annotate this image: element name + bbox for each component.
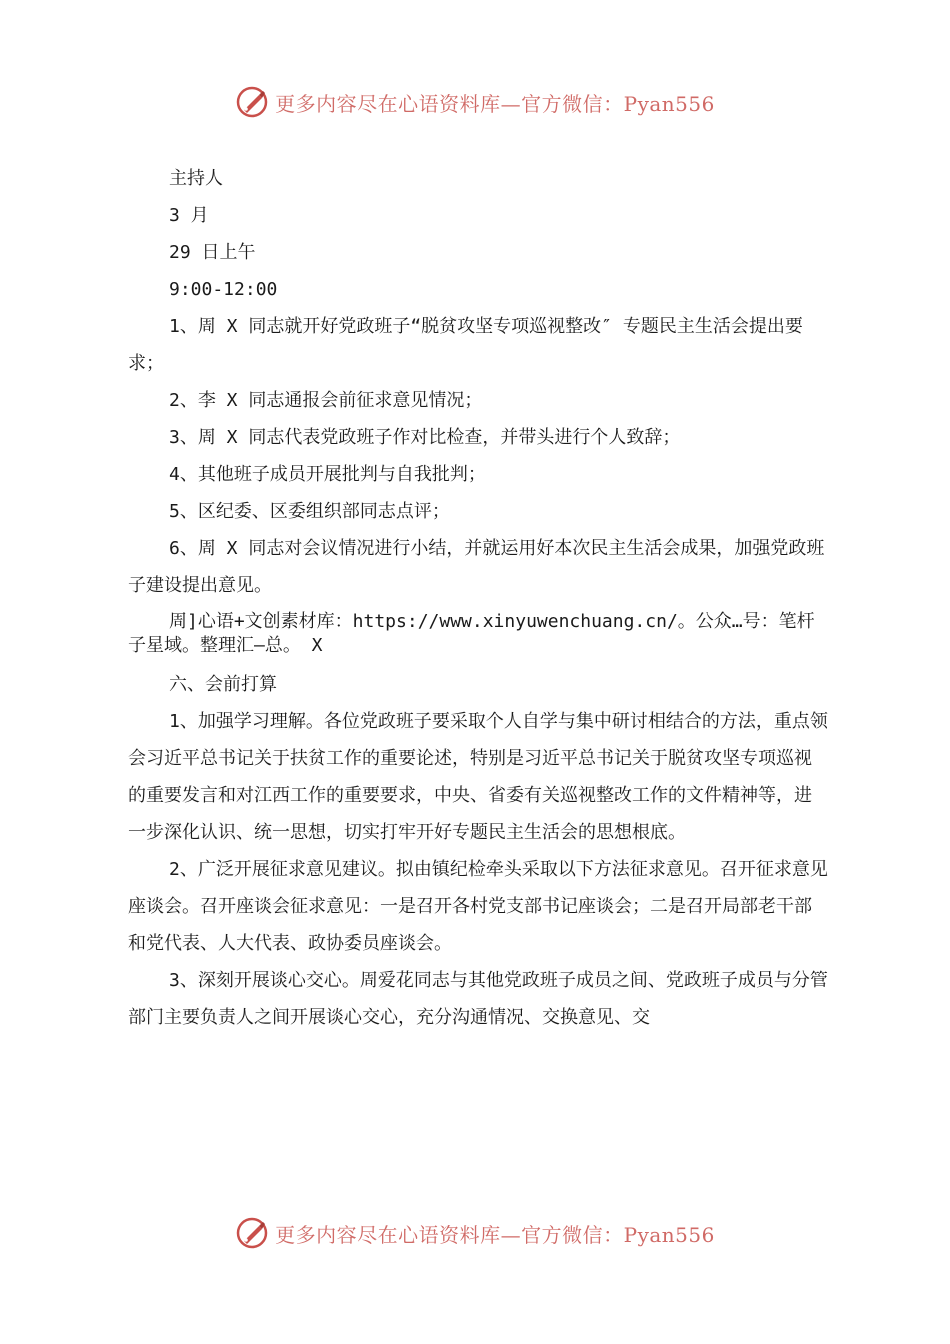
footer-watermark-text: 更多内容尽在心语资料库—官方微信：Pyan556 <box>275 1222 715 1247</box>
source-note: 周]心语+文创素材库：https://www.xinyuwenchuang.cn/。公众…号：笔杆子星域。整理汇—总。 X <box>128 611 815 656</box>
footer-watermark <box>0 1213 950 1253</box>
paragraph: 9:00-12:00 <box>169 279 278 300</box>
paragraph: 29 日上午 <box>169 242 256 263</box>
paragraph: 3、深刻开展谈心交心。周爱花同志与其他党政班子成员之间、党政班子成员与分管部门主要负责人之间开展谈心交心，充分沟通情况、交换意见、交 <box>128 970 828 1028</box>
paragraph: 1、加强学习理解。各位党政班子要采取个人自学与集中研讨相结合的方法，重点领会习近平总书记关于扶贫工作的重要论述，特别是习近平总书记关于脱贫攻坚专项巡视的重要发言和对江西工作的重要要求，中央、省委有关巡视整改工作的文件精神等，进一步深化认识、统一思想，切实打牢开好专题民主生活会的思想根底。 <box>128 711 828 843</box>
header-watermark <box>0 82 950 122</box>
paragraph: 2、李 X 同志通报会前征求意见情况； <box>169 390 483 411</box>
paragraph: 6、周 X 同志对会议情况进行小结，并就运用好本次民主生活会成果，加强党政班子建设提出意见。 <box>128 538 825 596</box>
header-watermark-text: 更多内容尽在心语资料库—官方微信：Pyan556 <box>275 91 715 116</box>
paragraph: 3 月 <box>169 205 209 226</box>
paragraph: 2、广泛开展征求意见建议。拟由镇纪检牵头采取以下方法征求意见。召开征求意见座谈会。召开座谈会征求意见：一是召开各村党支部书记座谈会；二是召开局部老干部和党代表、人大代表、政协委员座谈会。 <box>128 859 828 954</box>
paragraph: 1、周 X 同志就开好党政班子“脱贫攻坚专项巡视整改″ 专题民主生活会提出要求； <box>128 316 803 374</box>
pen-logo-icon <box>235 1216 269 1250</box>
paragraph: 3、周 X 同志代表党政班子作对比检查，并带头进行个人致辞； <box>169 427 681 448</box>
document-body <box>128 160 828 1036</box>
paragraph: 主持人 <box>169 168 223 189</box>
pen-logo-icon <box>235 85 269 119</box>
section-heading: 六、会前打算 <box>169 674 277 695</box>
paragraph: 4、其他班子成员开展批判与自我批判； <box>169 464 486 485</box>
paragraph: 5、区纪委、区委组织部同志点评； <box>169 501 450 522</box>
